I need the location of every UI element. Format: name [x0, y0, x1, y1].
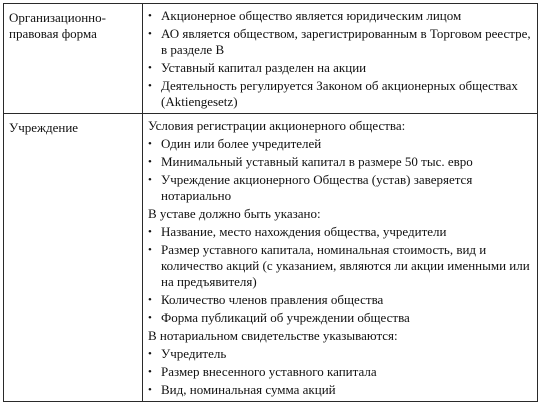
list-item [148, 224, 531, 240]
row-content-cell [143, 4, 538, 114]
bullet-icon: • [148, 384, 152, 396]
list-item-text: Учредитель [161, 346, 227, 361]
table-row-founding [4, 114, 538, 402]
section-intro: Условия регистрации акционерного общества: [148, 118, 406, 133]
bullet-icon: • [148, 138, 152, 150]
list-item-text: АО является обществом, зарегистрированным в Торговом реестре, в разделе B [161, 26, 531, 57]
list-item-text: Название, место нахождения общества, учредители [161, 224, 447, 239]
bullet-icon: • [148, 312, 152, 324]
bullet-icon: • [148, 294, 152, 306]
list-item-text: Количество членов правления общества [161, 292, 384, 307]
list-item [148, 172, 531, 204]
row-label: Учреждение [9, 120, 79, 135]
list-item [148, 154, 531, 170]
list-item-text: Форма публикаций об учреждении общества [161, 310, 410, 325]
bullet-icon: • [148, 62, 152, 74]
bullet-icon: • [148, 244, 152, 256]
list-item-text: Учреждение акционерного Общества (устав) заверяется нотариально [161, 172, 473, 203]
list-item [148, 310, 531, 326]
list-item-text: Размер уставного капитала, номинальная стоимость, вид и количество акций (с указанием, являются ли акции именными или на предъявителя) [161, 242, 530, 289]
list-item [148, 78, 531, 110]
row-label-cell [4, 4, 143, 114]
list-item-text: Акционерное общество является юридическим лицом [161, 8, 462, 23]
bullet-icon: • [148, 10, 152, 22]
bullet-icon: • [148, 366, 152, 378]
row-label: Организационно-правовая форма [9, 10, 106, 41]
list-item-text: Один или более учредителей [161, 136, 322, 151]
list-item-text: Вид, номинальная сумма акций [161, 382, 336, 397]
section-intro: В уставе должно быть указано: [148, 206, 321, 221]
bullet-icon: • [148, 226, 152, 238]
list-item [148, 26, 531, 58]
info-table [3, 3, 538, 402]
table-row-legal-form [4, 4, 538, 114]
list-item [148, 60, 531, 76]
list-item-text: Минимальный уставный капитал в размере 50 тыс. евро [161, 154, 473, 169]
list-item [148, 364, 531, 380]
list-item [148, 382, 531, 398]
list-item-text: Деятельность регулируется Законом об акционерных обществах (Aktiengesetz) [161, 78, 518, 109]
list-item [148, 242, 531, 290]
list-item-text: Размер внесенного уставного капитала [161, 364, 377, 379]
list-item [148, 136, 531, 152]
bullet-icon: • [148, 174, 152, 186]
bullet-icon: • [148, 80, 152, 92]
bullet-icon: • [148, 348, 152, 360]
list-item [148, 346, 531, 362]
bullet-icon: • [148, 28, 152, 40]
row-label-cell [4, 114, 143, 402]
list-item [148, 8, 531, 24]
list-item [148, 292, 531, 308]
bullet-icon: • [148, 156, 152, 168]
section-intro: В нотариальном свидетельстве указываются: [148, 328, 398, 343]
list-item-text: Уставный капитал разделен на акции [161, 60, 367, 75]
row-content-cell [143, 114, 538, 402]
